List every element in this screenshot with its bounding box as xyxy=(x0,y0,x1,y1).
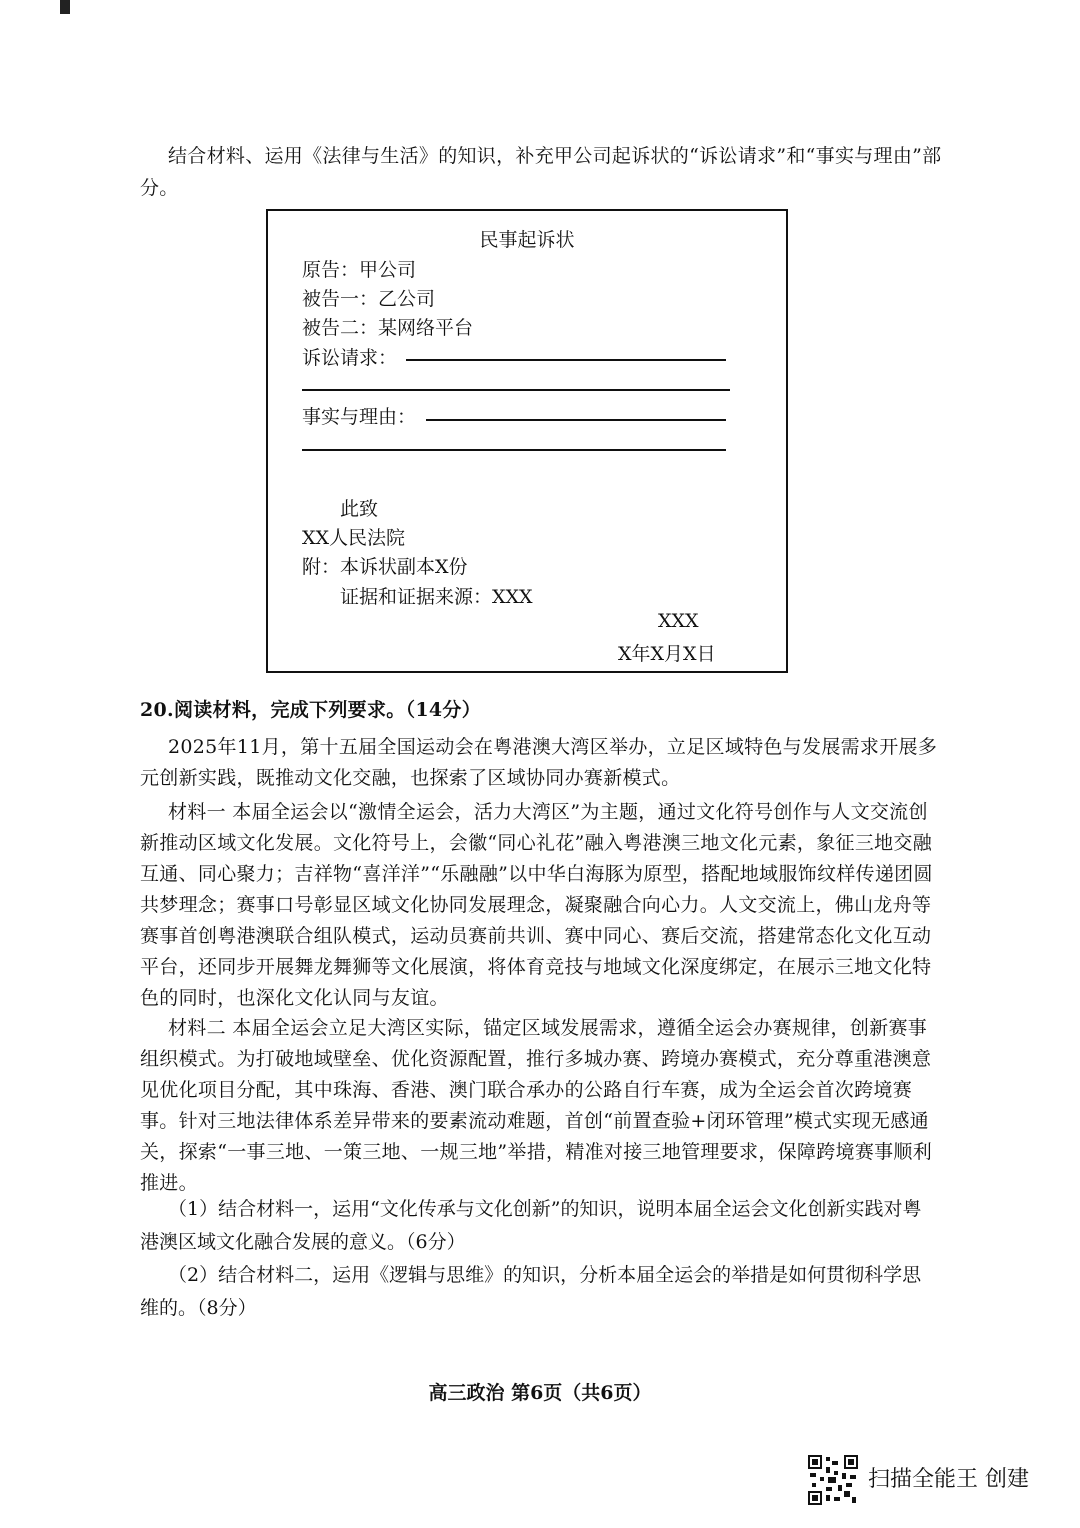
salute-line: 此致 xyxy=(340,498,379,520)
question-20-heading: 20.阅读材料，完成下列要求。（14分） xyxy=(140,699,481,721)
claim-blank-1 xyxy=(406,359,726,361)
material-1: 材料一 本届全运会以“激情全运会，活力大湾区”为主题，通过文化符号创作与人文交流创新推动区域文化发展。文化符号上，会徽“同心礼花”融入粤港澳三地文化元素，象征三地交融互通、同心聚力；吉祥物“喜洋洋”“乐融融”以中华白海豚为原型，搭配地域服饰纹样传递团圆共梦理念；赛事口号彰显区域文化协同发展理念，凝聚融合向心力。人文交流上，佛山龙舟等赛事首创粤港澳联合组队模式，运动员赛前共训、赛中同心、赛后交流，搭建常态化文化互动平台，还同步开展舞龙舞狮等文化展演，将体育竞技与地域文化深度绑定，在展示三地文化特色的同时，也深化文化认同与友谊。 xyxy=(140,801,933,1009)
complaint-title: 民事起诉状 xyxy=(479,229,575,251)
page-footer: 高三政治 第6页（共6页） xyxy=(428,1382,652,1404)
date-line: X年X月X日 xyxy=(618,643,716,665)
facts-label: 事实与理由： xyxy=(302,406,417,428)
plaintiff-line: 原告：甲公司 xyxy=(302,259,417,281)
signer-line: XXX xyxy=(658,610,699,632)
material-2: 材料二 本届全运会立足大湾区实际，锚定区域发展需求，遵循全运会办赛规律，创新赛事组织模式。为打破地域壁垒、优化资源配置，推行多城办赛、跨境办赛模式，充分尊重港澳意见优化项目分配，其中珠海、香港、澳门联合承办的公路自行车赛，成为全运会首次跨境赛事。针对三地法律体系差异带来的要素流动难题，首创“前置查验+闭环管理”模式实现无感通关，探索“一事三地、一策三地、一规三地”举措，精准对接三地管理要求，保障跨境赛事顺利推进。 xyxy=(140,1017,933,1194)
sub-question-2: （2）结合材料二，运用《逻辑与思维》的知识，分析本届全运会的举措是如何贯彻科学思维的。（8分） xyxy=(140,1264,922,1319)
sub-question-1: （1）结合材料一，运用“文化传承与文化创新”的知识，说明本届全运会文化创新实践对粤港澳区域文化融合发展的意义。（6分） xyxy=(140,1198,922,1253)
scan-edge-mark xyxy=(60,0,70,14)
defendant-1-line: 被告一：乙公司 xyxy=(302,288,436,310)
facts-blank-1 xyxy=(426,419,726,421)
defendant-2-line: 被告二：某网络平台 xyxy=(302,317,474,339)
qr-code-icon xyxy=(808,1455,858,1505)
facts-blank-2 xyxy=(302,449,726,451)
claim-blank-2 xyxy=(302,389,730,391)
question-20-lead: 2025年11月，第十五届全国运动会在粤港澳大湾区举办，立足区域特色与发展需求开展多元创新实践，既推动文化交融，也探索了区域协同办赛新模式。 xyxy=(140,736,938,789)
question-19-instruction: 结合材料、运用《法律与生活》的知识，补充甲公司起诉状的“诉讼请求”和“事实与理由”部分。 xyxy=(140,145,942,199)
claim-label: 诉讼请求： xyxy=(302,347,398,369)
court-line: XX人民法院 xyxy=(302,527,406,549)
attachment-line: 附：本诉状副本X份 xyxy=(302,556,468,578)
complaint-form xyxy=(266,209,788,673)
scanner-watermark: 扫描全能王 创建 xyxy=(868,1467,1029,1492)
evidence-line: 证据和证据来源：XXX xyxy=(340,586,533,608)
